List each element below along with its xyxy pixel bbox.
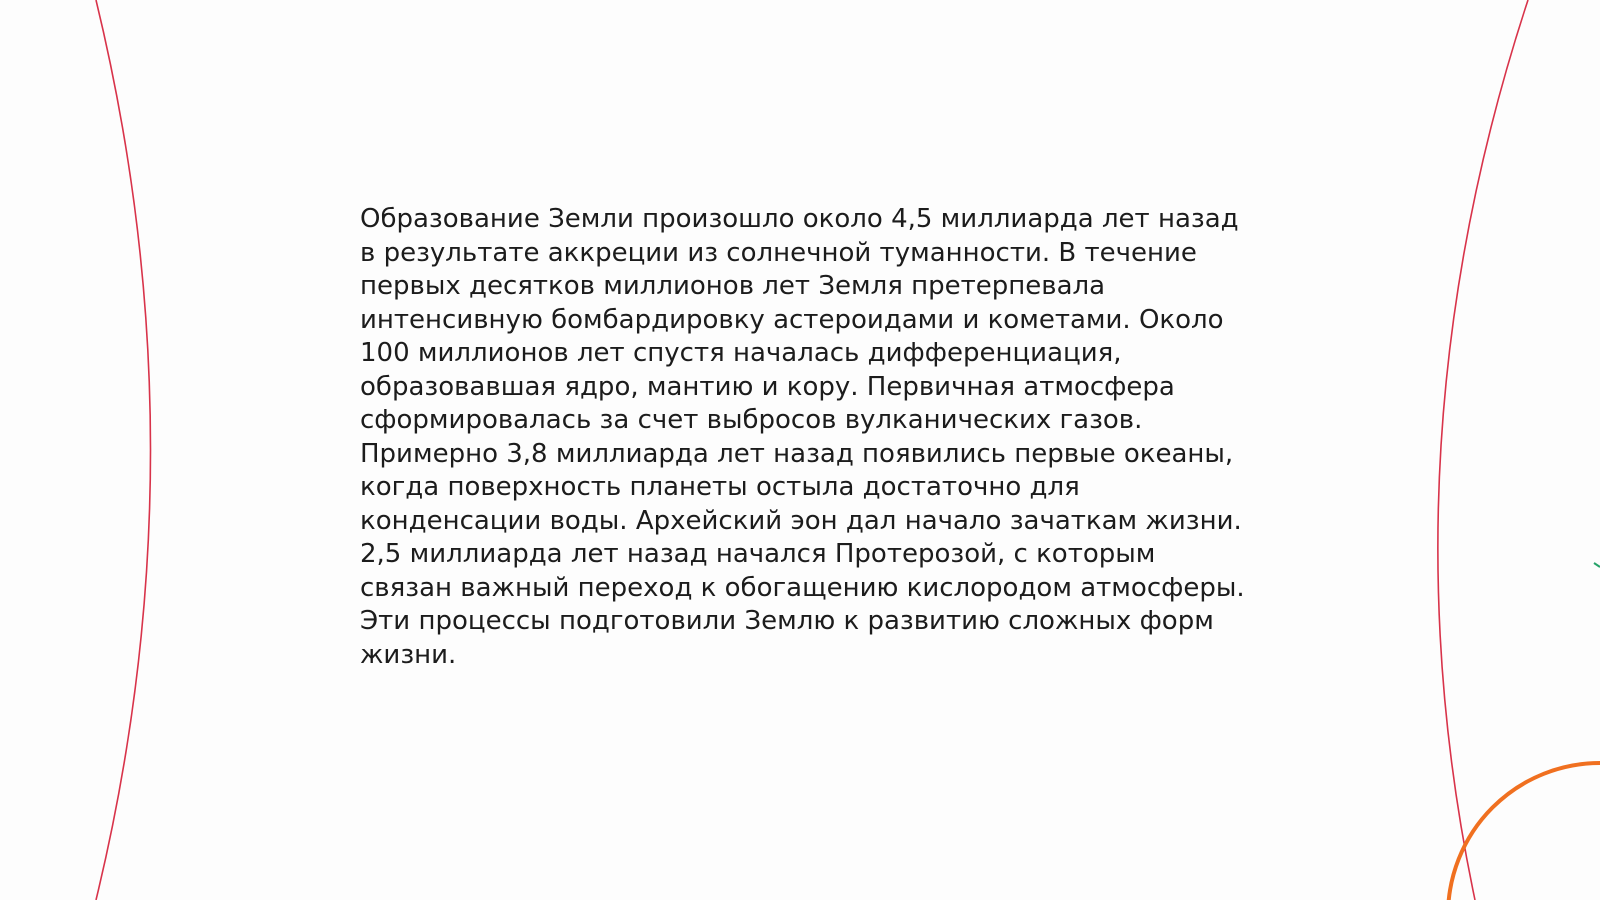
paragraph-line: в результате аккреции из солнечной туманности. В течение <box>360 237 1197 268</box>
paragraph-line: Образование Земли произошло около 4,5 миллиарда лет назад <box>360 204 1239 234</box>
paragraph-line: образовавшая ядро, мантию и кору. Первичная атмосфера <box>360 371 1175 402</box>
paragraph-line: конденсации воды. Архейский эон дал начало зачаткам жизни. <box>360 505 1242 536</box>
paragraph-line: сформировалась за счет выбросов вулканических газов. <box>360 405 1143 435</box>
paragraph-line: интенсивную бомбардировку астероидами и кометами. Около <box>360 304 1224 335</box>
left-arc-decoration <box>96 0 151 900</box>
paragraph-line: 2,5 миллиарда лет назад начался Протерозой, с которым <box>360 539 1156 569</box>
paragraph-line: Эти процессы подготовили Землю к развитию сложных форм <box>360 606 1214 636</box>
paragraph-line: Примерно 3,8 миллиарда лет назад появились первые океаны, <box>360 438 1234 469</box>
main-paragraph <box>360 203 1260 672</box>
paragraph-line: связан важный переход к обогащению кислородом атмосферы. <box>360 572 1245 603</box>
paragraph-line: когда поверхность планеты остыла достаточно для <box>360 472 1080 502</box>
right-arc-decoration <box>1438 0 1528 900</box>
paragraph-line: 100 миллионов лет спустя началась дифференциация, <box>360 338 1122 368</box>
paragraph-line: жизни. <box>360 639 457 670</box>
paragraph-line: первых десятков миллионов лет Земля претерпевала <box>360 271 1106 301</box>
green-accent-decoration <box>1594 563 1600 567</box>
